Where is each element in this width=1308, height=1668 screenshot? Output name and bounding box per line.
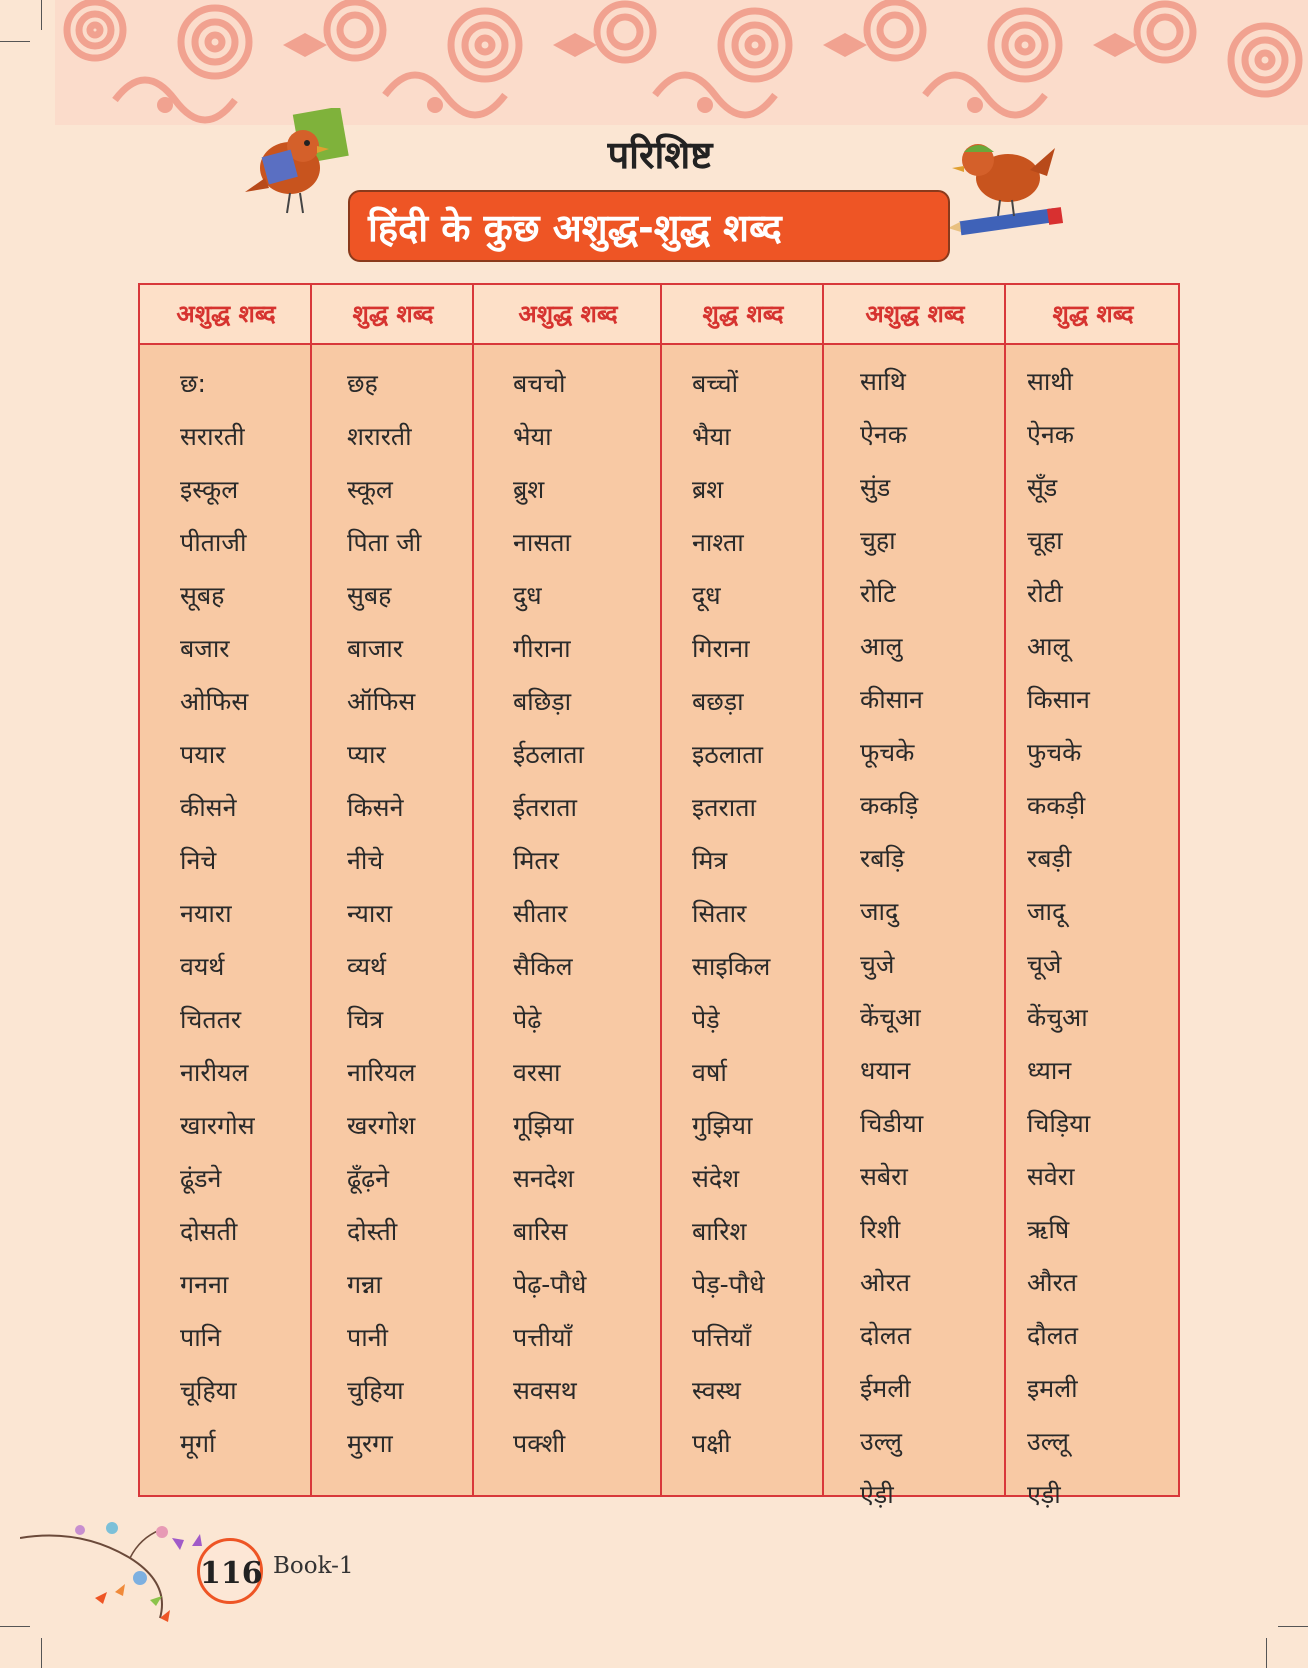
table-cell: इस्कूल (180, 475, 239, 504)
table-cell: औरत (1027, 1268, 1078, 1297)
table-cell: केंचुआ (1027, 1003, 1088, 1032)
bird-with-pencil-illustration (950, 130, 1070, 250)
table-cell: गन्ना (347, 1270, 382, 1299)
table-cell: सूबह (180, 581, 225, 610)
table-cell: छ: (180, 369, 206, 398)
table-cell: इमली (1027, 1374, 1078, 1403)
table-cell: पेड़े (692, 1005, 720, 1034)
table-cell: गनना (180, 1270, 229, 1299)
table-cell: सैकिल (513, 952, 573, 981)
table-cell: मित्र (692, 846, 728, 875)
table-cell: सीतार (513, 899, 568, 928)
bird-with-books-illustration (245, 108, 355, 218)
table-cell: चिड़िया (1027, 1109, 1091, 1138)
header-incorrect-1: अशुद्ध शब्द (176, 300, 276, 328)
table-cell: पत्तियाँ (692, 1323, 751, 1352)
table-cell: दोस्ती (347, 1217, 398, 1246)
column-incorrect-3 (860, 355, 923, 1521)
table-cell: नयारा (180, 899, 232, 928)
table-cell: इठलाता (692, 740, 763, 769)
table-cell: कीसान (860, 685, 923, 714)
page-heading: परिशिष्ट (607, 133, 713, 177)
table-cell: पेढ़-पौधे (513, 1270, 587, 1299)
table-cell: संदेश (692, 1164, 740, 1193)
table-cell: गूझिया (513, 1111, 574, 1140)
table-cell: चूजे (1027, 950, 1062, 979)
column-incorrect-1 (180, 357, 255, 1470)
table-cell: साथि (860, 367, 906, 396)
table-cell: गुझिया (692, 1111, 753, 1140)
table-cell: बारिश (692, 1217, 747, 1246)
table-cell: ऐनक (860, 420, 907, 449)
table-cell: रोटि (860, 579, 896, 608)
table-cell: पानि (180, 1323, 222, 1352)
crop-mark (1266, 1638, 1267, 1668)
table-cell: केंचूआ (860, 1003, 921, 1032)
table-cell: वर्षा (692, 1058, 727, 1087)
table-cell: ऐड़ी (860, 1480, 894, 1509)
table-cell: नासता (513, 528, 571, 557)
table-cell: सुंड (860, 473, 891, 502)
table-cell: दूध (692, 581, 721, 610)
table-cell: नाश्ता (692, 528, 744, 557)
header-correct-3: शुद्ध शब्द (1052, 300, 1134, 328)
table-cell: साथी (1027, 367, 1073, 396)
table-cell: सितार (692, 899, 747, 928)
table-cell: साइकिल (692, 952, 771, 981)
table-cell: गिराना (692, 634, 750, 663)
table-cell: ढूंडने (180, 1164, 222, 1193)
table-cell: कीसने (180, 793, 237, 822)
column-divider (472, 285, 474, 1495)
words-table (138, 283, 1180, 1509)
table-cell: ईठलाता (513, 740, 584, 769)
table-cell: बाजार (347, 634, 404, 663)
table-cell: पयार (180, 740, 226, 769)
table-cell: किसने (347, 793, 404, 822)
table-cell: सरारती (180, 422, 245, 451)
table-cell: चुहिया (347, 1376, 404, 1405)
column-divider (1004, 285, 1006, 1495)
table-cell: वरसा (513, 1058, 561, 1087)
table-cell: किसान (1027, 685, 1090, 714)
table-cell: मितर (513, 846, 559, 875)
table-cell: आलू (1027, 632, 1070, 661)
page-title: हिंदी के कुछ अशुद्ध-शुद्ध शब्द (348, 190, 950, 262)
table-cell: व्यर्थ (347, 952, 387, 981)
table-cell: निचे (180, 846, 217, 875)
table-cell: जादु (860, 897, 899, 926)
table-cell: बारिस (513, 1217, 568, 1246)
table-cell: ईतराता (513, 793, 577, 822)
table-cell: फुचके (1027, 738, 1082, 767)
table-cell: ब्रुश (513, 475, 545, 504)
table-cell: ओफिस (180, 687, 249, 716)
table-cell: मूर्गा (180, 1429, 216, 1458)
crop-mark (1278, 1626, 1308, 1627)
table-cell: पत्तीयाँ (513, 1323, 572, 1352)
table-cell: बचचो (513, 369, 566, 398)
table-cell: ककड़ी (1027, 791, 1086, 820)
column-divider (822, 285, 824, 1495)
table-cell: रबड़ी (1027, 844, 1072, 873)
table-cell: नारियल (347, 1058, 416, 1087)
table-cell: दोलत (860, 1321, 911, 1350)
table-cell: चूहा (1027, 526, 1063, 555)
table-cell: चुहा (860, 526, 896, 555)
table-cell: ओरत (860, 1268, 911, 1297)
column-incorrect-2 (513, 357, 586, 1470)
table-cell: ध्यान (1027, 1056, 1072, 1085)
table-cell: खरगोश (347, 1111, 416, 1140)
decorative-swirl-banner (55, 0, 1308, 125)
table-cell: आलु (860, 632, 903, 661)
table-cell: दोसती (180, 1217, 238, 1246)
crop-mark (41, 0, 42, 30)
table-cell: दुध (513, 581, 542, 610)
table-cell: छह (347, 369, 378, 398)
table-cell: चुजे (860, 950, 895, 979)
table-cell: वयर्थ (180, 952, 225, 981)
table-cell: स्कूल (347, 475, 393, 504)
table-cell: पक्शी (513, 1429, 566, 1458)
table-cell: पेड़-पौधे (692, 1270, 765, 1299)
header-incorrect-2: अशुद्ध शब्द (518, 300, 618, 328)
table-cell: पेढ़े (513, 1005, 542, 1034)
table-cell: नारीयल (180, 1058, 249, 1087)
table-cell: ढूँढ़ने (347, 1164, 390, 1193)
header-correct-2: शुद्ध शब्द (702, 300, 784, 328)
table-cell: उल्लु (860, 1427, 902, 1456)
table-cell: ऐनक (1027, 420, 1074, 449)
table-cell: भेया (513, 422, 552, 451)
table-cell: भैया (692, 422, 731, 451)
table-cell: ब्रश (692, 475, 724, 504)
table-cell: रोटी (1027, 579, 1063, 608)
flower-vine-decoration (20, 1520, 210, 1630)
table-cell: पानी (347, 1323, 389, 1352)
table-cell: चित्र (347, 1005, 384, 1034)
page-number: 116 (197, 1538, 263, 1604)
table-cell: सबेरा (860, 1162, 908, 1191)
table-cell: जादू (1027, 897, 1066, 926)
table-cell: ऋषि (1027, 1215, 1070, 1244)
table-cell: एड़ी (1027, 1480, 1061, 1509)
table-cell: इतराता (692, 793, 756, 822)
crop-mark (41, 1638, 42, 1668)
table-cell: गीराना (513, 634, 571, 663)
table-cell: रिशी (860, 1215, 901, 1244)
table-cell: सुबह (347, 581, 392, 610)
crop-mark (0, 41, 30, 42)
table-cell: धयान (860, 1056, 911, 1085)
table-cell: शरारती (347, 422, 412, 451)
table-header-row (140, 285, 1178, 345)
table-cell: स्वस्थ (692, 1376, 741, 1405)
table-cell: चिततर (180, 1005, 242, 1034)
table-cell: पिता जी (347, 528, 422, 557)
column-correct-3 (1027, 355, 1090, 1521)
table-cell: बछड़ा (692, 687, 744, 716)
column-divider (660, 285, 662, 1495)
table-cell: ईमली (860, 1374, 911, 1403)
column-correct-2 (692, 357, 770, 1470)
table-cell: सवसथ (513, 1376, 577, 1405)
table-cell: मुरगा (347, 1429, 393, 1458)
table-cell: ककड़ि (860, 791, 919, 820)
table-cell: पक्षी (692, 1429, 731, 1458)
table-cell: ऑफिस (347, 687, 416, 716)
table-cell: न्यारा (347, 899, 393, 928)
table-cell: खारगोस (180, 1111, 255, 1140)
table-cell: सूँड (1027, 473, 1058, 502)
column-correct-1 (347, 357, 421, 1470)
header-correct-1: शुद्ध शब्द (352, 300, 434, 328)
table-cell: रबड़ि (860, 844, 905, 873)
column-divider (310, 285, 312, 1495)
table-cell: बजार (180, 634, 230, 663)
table-cell: सनदेश (513, 1164, 575, 1193)
table-cell: नीचे (347, 846, 384, 875)
table-cell: पीताजी (180, 528, 247, 557)
table-cell: बच्चों (692, 369, 739, 398)
table-cell: चूहिया (180, 1376, 237, 1405)
book-label: Book-1 (273, 1553, 354, 1579)
table-cell: दौलत (1027, 1321, 1078, 1350)
table-cell: फूचके (860, 738, 915, 767)
table-cell: बछिड़ा (513, 687, 572, 716)
table-cell: प्यार (347, 740, 386, 769)
table-cell: उल्लू (1027, 1427, 1069, 1456)
table-cell: सवेरा (1027, 1162, 1075, 1191)
header-incorrect-3: अशुद्ध शब्द (865, 300, 965, 328)
table-cell: चिडीया (860, 1109, 924, 1138)
